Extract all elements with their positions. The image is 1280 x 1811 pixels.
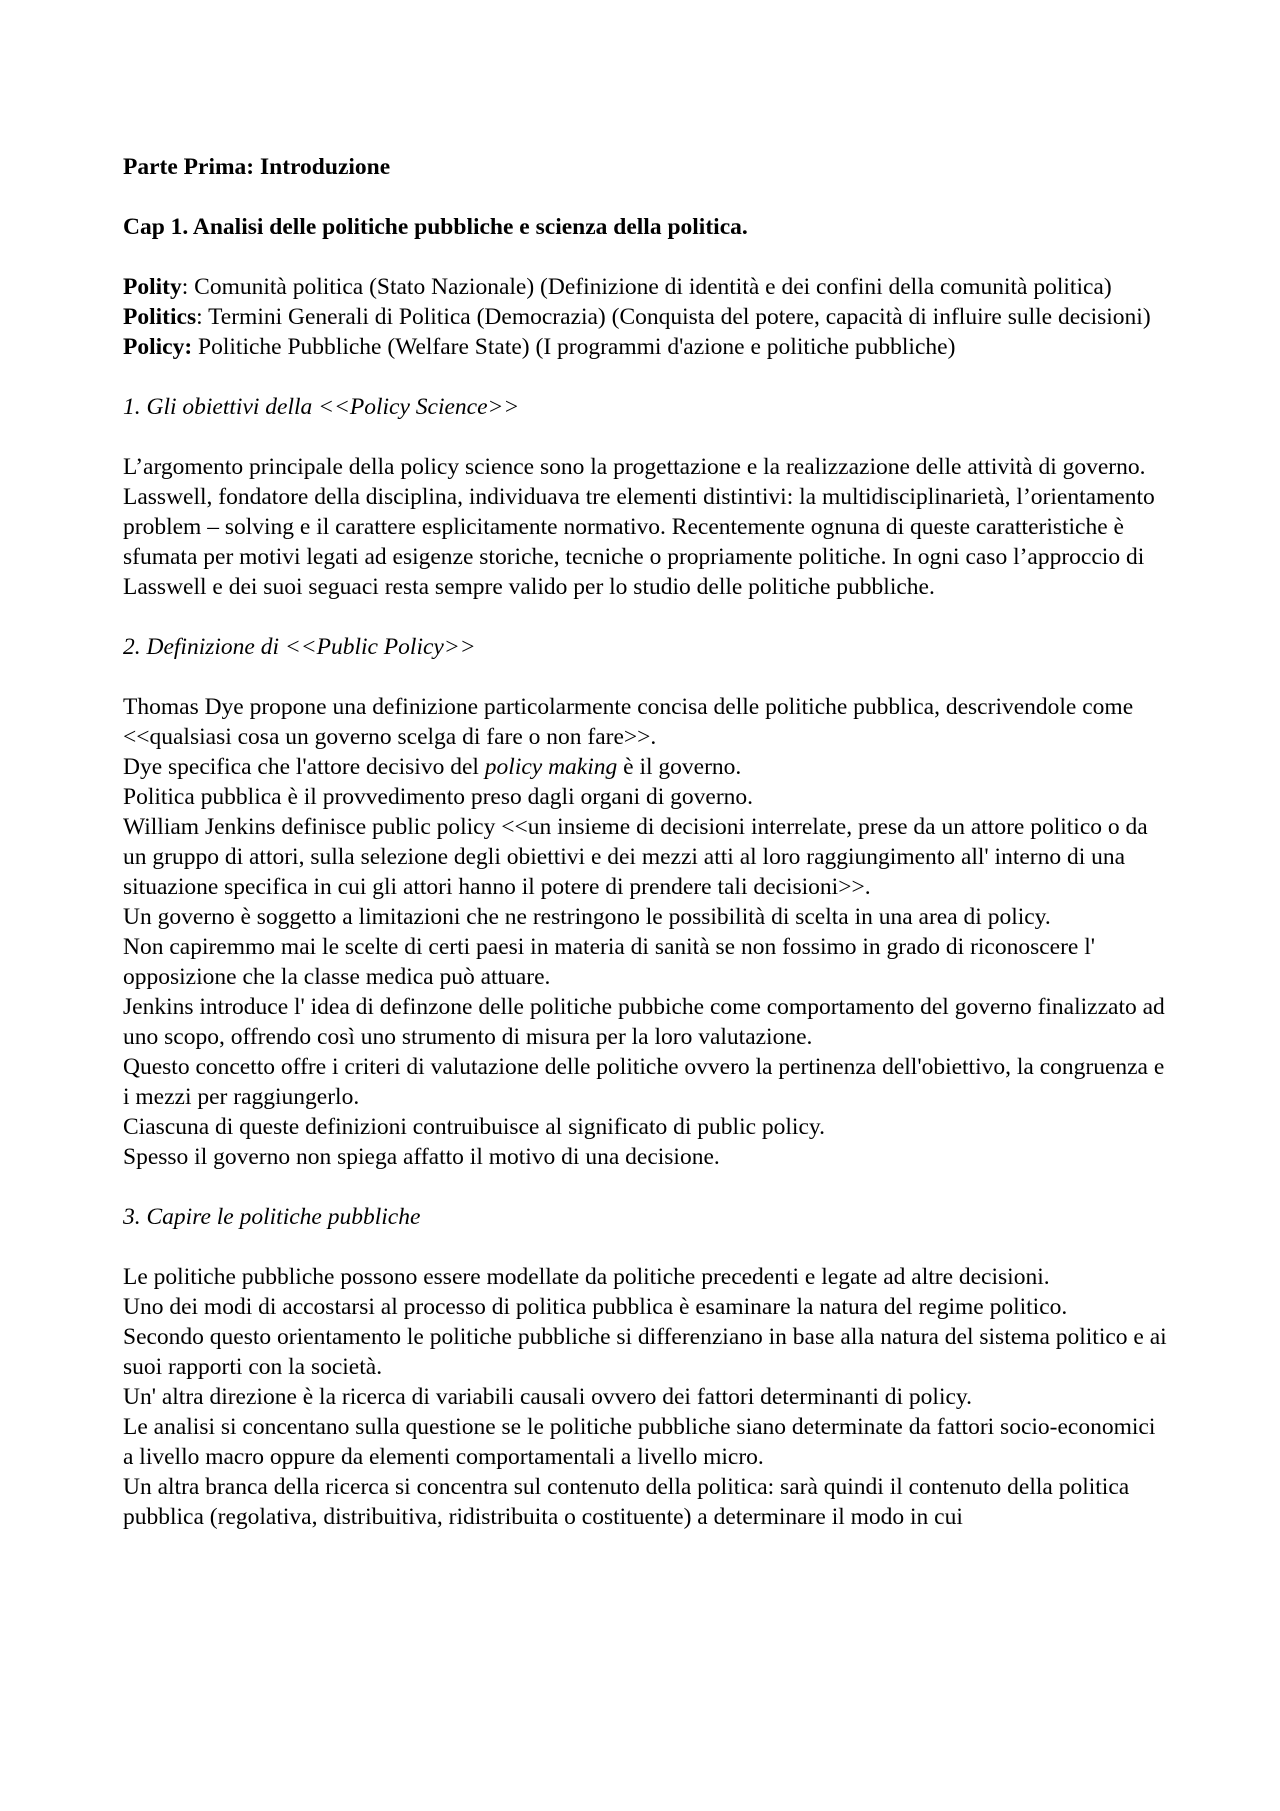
section-2-line: Dye specifica che l'attore decisivo del policy making è il governo. xyxy=(123,754,742,780)
section-2-line: Spesso il governo non spiega affatto il motivo di una decisione. xyxy=(123,1144,720,1170)
section-2-title: 2. Definizione di <<Public Policy>> xyxy=(123,634,476,660)
definition-policy: Policy: Politiche Pubbliche (Welfare State) (I programmi d'azione e politiche pubbliche) xyxy=(123,334,956,360)
section-3-line: Le analisi si concentano sulla questione se le politiche pubbliche siano determinate da fattori socio-economici a livello macro oppure da elementi comportamentali a livello micro. xyxy=(123,1414,1156,1470)
section-1-title: 1. Gli obiettivi della <<Policy Science>> xyxy=(123,394,520,420)
definition-polity: Polity: Comunità politica (Stato Nazionale) (Definizione di identità e dei confini della comunità politica) xyxy=(123,274,1112,300)
section-2-line: Questo concetto offre i criteri di valutazione delle politiche ovvero la pertinenza dell'obiettivo, la congruenza e i mezzi per raggiungerlo. xyxy=(123,1054,1165,1110)
section-3-line: Le politiche pubbliche possono essere modellate da politiche precedenti e legate ad altre decisioni. xyxy=(123,1264,1050,1290)
section-1-paragraph: L’argomento principale della policy science sono la progettazione e la realizzazione delle attività di governo. Lasswell, fondatore della disciplina, individuava tre elementi distintivi: la multidisciplinarietà, l’orientamento problem – solving e il carattere esplicitamente normativo. Recentemente ognuna di queste caratteristiche è sfumata per motivi legati ad esigenze storiche, tecniche o propriamente politiche. In ogni caso l’approccio di Lasswell e dei suoi seguaci resta sempre valido per lo studio delle politiche pubbliche. xyxy=(123,454,1155,600)
section-2-line: William Jenkins definisce public policy <<un insieme di decisioni interrelate, prese da un attore politico o da un gruppo di attori, sulla selezione degli obiettivi e dei mezzi atti al loro raggiungimento all' interno di una situazione specifica in cui gli attori hanno il potere di prendere tali decisioni>>. xyxy=(123,814,1148,900)
section-3-title: 3. Capire le politiche pubbliche xyxy=(123,1204,421,1230)
chapter-heading: Cap 1. Analisi delle politiche pubbliche e scienza della politica. xyxy=(123,214,748,240)
definition-politics: Politics: Termini Generali di Politica (Democrazia) (Conquista del potere, capacità di influire sulle decisioni) xyxy=(123,304,1151,330)
section-2-line: Non capiremmo mai le scelte di certi paesi in materia di sanità se non fossimo in grado di riconoscere l' opposizione che la classe medica può attuare. xyxy=(123,934,1096,990)
section-2-line: Un governo è soggetto a limitazioni che ne restringono le possibilità di scelta in una area di policy. xyxy=(123,904,1051,930)
section-2-line: Jenkins introduce l' idea di definzone delle politiche pubbiche come comportamento del governo finalizzato ad uno scopo, offrendo così uno strumento di misura per la loro valutazione. xyxy=(123,994,1165,1050)
section-2-line: Ciascuna di queste definizioni contruibuisce al significato di public policy. xyxy=(123,1114,825,1140)
section-2-line: Politica pubblica è il provvedimento preso dagli organi di governo. xyxy=(123,784,754,810)
part-heading: Parte Prima: Introduzione xyxy=(123,154,391,180)
section-2-line: Thomas Dye propone una definizione particolarmente concisa delle politiche pubblica, descrivendole come <<qualsiasi cosa un governo scelga di fare o non fare>>. xyxy=(123,694,1134,750)
section-3-line: Uno dei modi di accostarsi al processo di politica pubblica è esaminare la natura del regime politico. xyxy=(123,1294,1068,1320)
document-page xyxy=(123,152,1168,1532)
section-3-line: Un' altra direzione è la ricerca di variabili causali ovvero dei fattori determinanti di policy. xyxy=(123,1384,973,1410)
section-3-line: Un altra branca della ricerca si concentra sul contenuto della politica: sarà quindi il contenuto della politica pubblica (regolativa, distribuitiva, ridistribuita o costituente) a determinare il modo in cui xyxy=(123,1474,1130,1530)
section-3-line: Secondo questo orientamento le politiche pubbliche si differenziano in base alla natura del sistema politico e ai suoi rapporti con la società. xyxy=(123,1324,1167,1380)
